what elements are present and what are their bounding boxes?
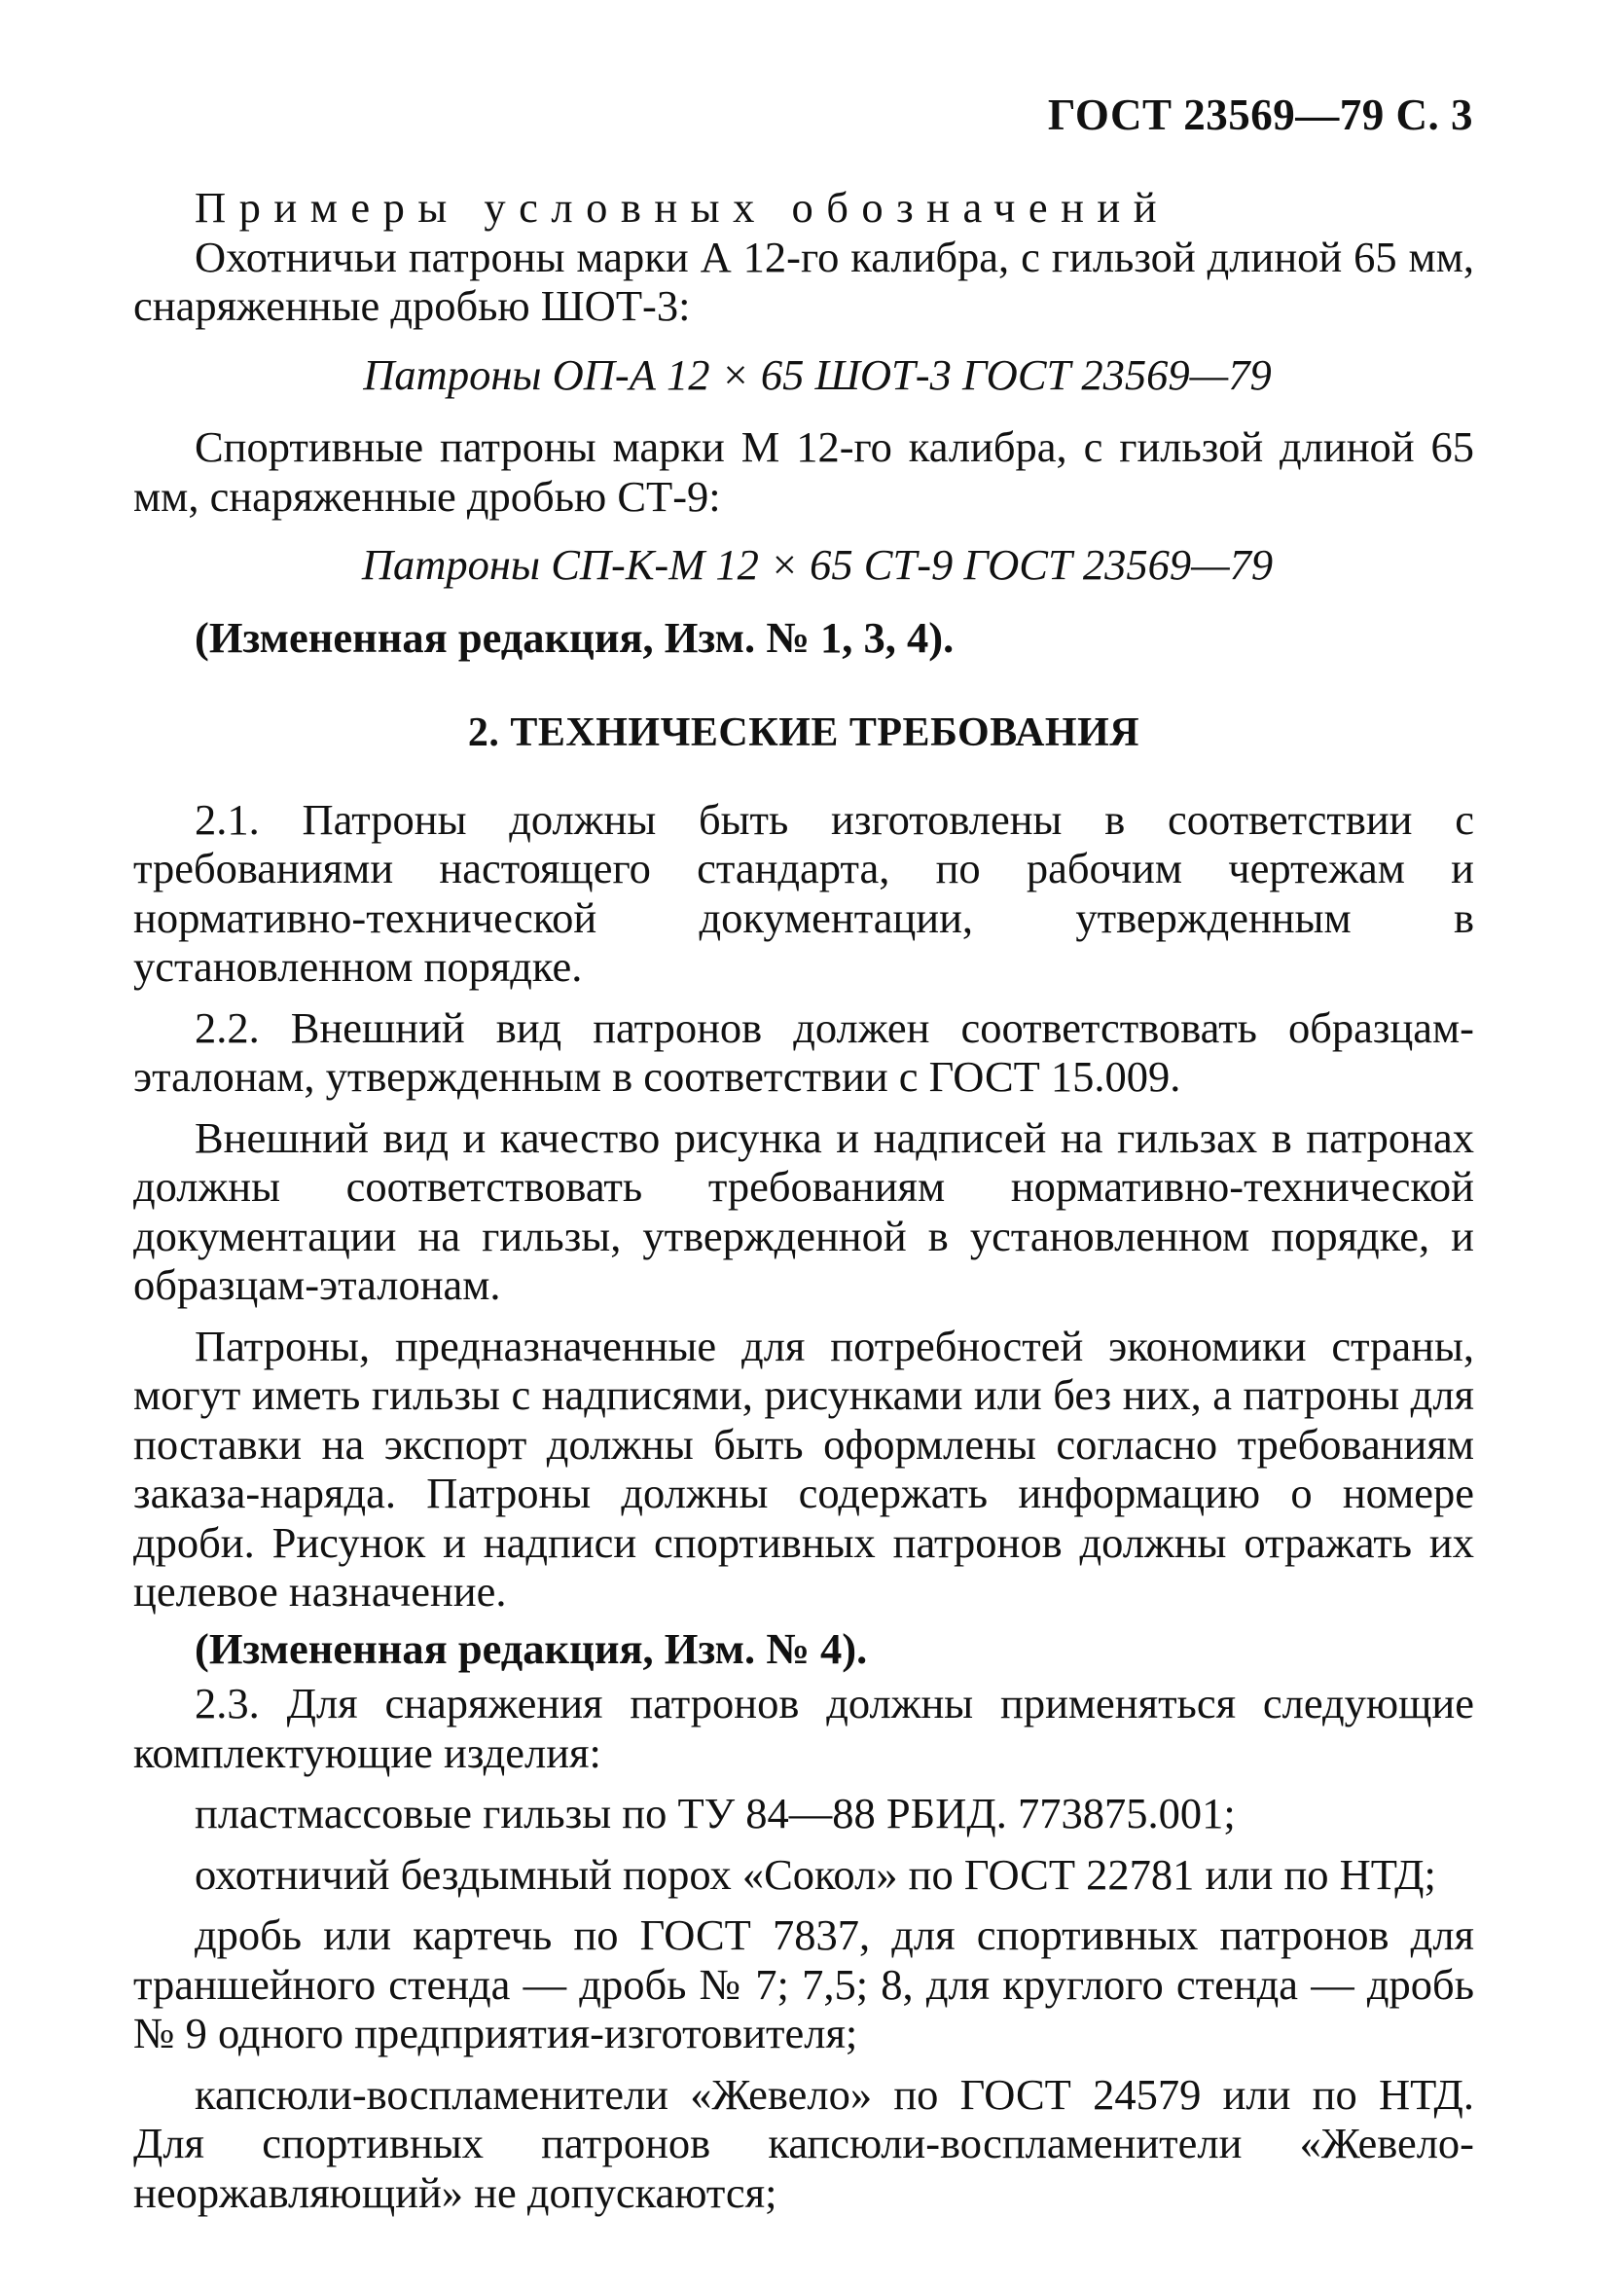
component-item-cases: пластмассовые гильзы по ТУ 84—88 РБИД. 773875.001; [195, 1789, 1236, 1837]
example-2-designation: Патроны СП-К-М 12 × 65 СТ-9 ГОСТ 23569—79 [361, 540, 1274, 589]
clause-2-2: 2.2. Внешний вид патронов должен соответствовать образцам-эталонам, утвержденным в соответствии с ГОСТ 15.009. [133, 1002, 1474, 1101]
page-content [133, 177, 1474, 2217]
clause-2-1: 2.1. Патроны должны быть изготовлены в соответствии с требованиями настоящего стандарта, по рабочим чертежам и нормативно-технической документации, утвержденным в установленном порядке. [133, 794, 1474, 991]
examples-heading: Примеры условных обозначений [195, 183, 1171, 232]
page-header: ГОСТ 23569—79 С. 3 [1047, 91, 1473, 139]
clause-2-3: 2.3. Для снаряжения патронов должны применяться следующие комплектующие изделия: [133, 1679, 1474, 1777]
component-item-powder: охотничий бездымный порох «Сокол» по ГОСТ 22781 или по НТД; [195, 1849, 1436, 1899]
example-1-text: Охотничьи патроны марки А 12-го калибра, с гильзой длиной 65 мм, снаряженные дробью ШОТ-3: [133, 232, 1474, 330]
clause-2-2-appearance: Внешний вид и качество рисунка и надписей на гильзах в патронах должны соответствовать требованиям нормативно-технической документации на гильзы, утвержденной в установленном порядке, и образцам-эталонам. [133, 1112, 1474, 1309]
example-1-designation: Патроны ОП-А 12 × 65 ШОТ-3 ГОСТ 23569—79 [363, 349, 1272, 399]
section-title: 2. ТЕХНИЧЕСКИЕ ТРЕБОВАНИЯ [467, 710, 1140, 755]
clause-2-2-export: Патроны, предназначенные для потребностей экономики страны, могут иметь гильзы с надписями, рисунками или без них, а патроны для поставки на экспорт должны быть оформлены согласно требованиям заказа-наряда. Патроны должны содержать информацию о номере дроби. Рисунок и надписи спортивных патронов должны отражать их целевое назначение. [133, 1321, 1474, 1616]
amendment-note-1: (Измененная редакция, Изм. № 1, 3, 4). [195, 612, 955, 662]
example-2-text: Спортивные патроны марки М 12-го калибра, с гильзой длиной 65 мм, снаряженные дробью СТ-9: [133, 422, 1474, 521]
component-item-shot: дробь или картечь по ГОСТ 7837, для спортивных патронов для траншейного стенда — дробь № 7; 7,5; 8, для круглого стенда — дробь № 9 одного предприятия-изготовителя; [133, 1910, 1474, 2057]
component-item-primers: капсюли-воспламенители «Жевело» по ГОСТ 24579 или по НТД. Для спортивных патронов капсюли-воспламенители «Жевело-неоржавляющий» не допускаются; [133, 2069, 1474, 2217]
amendment-note-2: (Измененная редакция, Изм. № 4). [195, 1623, 868, 1673]
